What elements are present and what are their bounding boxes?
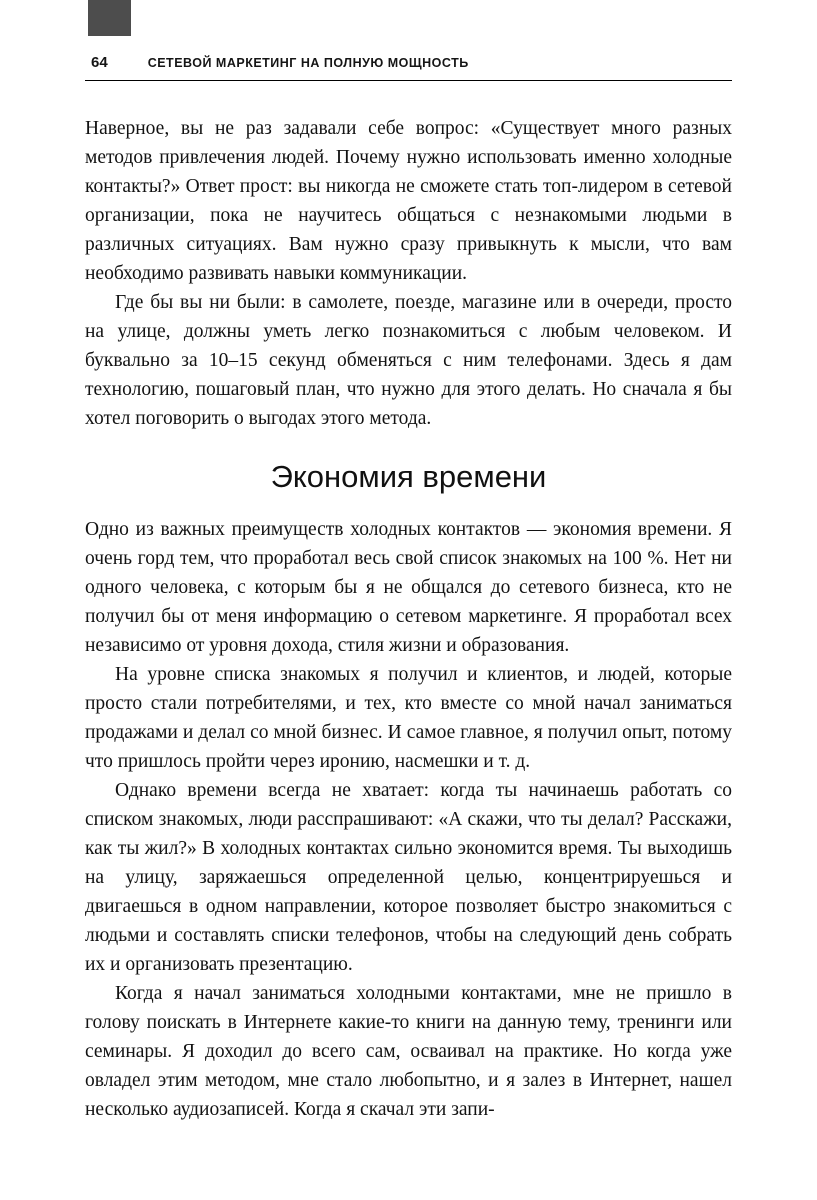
page-body bbox=[85, 114, 732, 1124]
body-paragraph: Где бы вы ни были: в самолете, поезде, магазине или в очереди, просто на улице, должны уметь легко познакомиться с любым человеком. И буквально за 10–15 секунд обменяться с ним телефонами. Здесь я дам технологию, пошаговый план, что нужно для этого делать. Но сначала я бы хотел поговорить о выгодах этого метода. bbox=[85, 292, 732, 429]
body-paragraph: Одно из важных преимуществ холодных контактов — экономия времени. Я очень горд тем, что проработал весь свой список знакомых на 100 %. Нет ни одного человека, с которым бы я не общался до сетевого бизнеса, кто не получил бы от меня информацию о сетевом маркетинге. Я проработал всех независимо от уровня дохода, стиля жизни и образования. bbox=[85, 519, 732, 657]
body-paragraph: Однако времени всегда не хватает: когда ты начинаешь работать со списком знакомых, люди расспрашивают: «А скажи, что ты делал? Расскажи, как ты жил?» В холодных контактах сильно экономится время. Ты выходишь на улицу, заряжаешься определенной целью, концентрируешься и двигаешься в одном направлении, которое позволяет быстро знакомиться с людьми и составлять списки телефонов, чтобы на следующий день собрать их и организовать презентацию. bbox=[85, 780, 732, 976]
page-corner-tab bbox=[88, 0, 131, 36]
body-paragraph: На уровне списка знакомых я получил и клиентов, и людей, которые просто стали потребителями, и тех, кто вместе со мной начал заниматься продажами и делал со мной бизнес. И самое главное, я получил опыт, потому что пришлось пройти через иронию, насмешки и т. д. bbox=[85, 664, 732, 773]
running-title: СЕТЕВОЙ МАРКЕТИНГ НА ПОЛНУЮ МОЩНОСТЬ bbox=[147, 56, 469, 70]
body-paragraph: Когда я начал заниматься холодными контактами, мне не пришло в голову поискать в Интернете какие-то книги на данную тему, тренинги или семинары. Я доходил до всего сам, осваивал на практике. Но когда уже овладел этим методом, мне стало любопытно, и я залез в Интернет, нашел несколько аудиозаписей. Когда я скачал эти запи- bbox=[85, 983, 732, 1121]
body-paragraph: Наверное, вы не раз задавали себе вопрос: «Существует много разных методов привлечения людей. Почему нужно использовать именно холодные контакты?» Ответ прост: вы никогда не сможете стать топ-лидером в сетевой организации, пока не научитесь общаться с незнакомыми людьми в различных ситуациях. Вам нужно сразу привыкнуть к мысли, что вам необходимо развивать навыки коммуникации. bbox=[85, 118, 732, 284]
section-heading: Экономия времени bbox=[270, 459, 547, 494]
page-number: 64 bbox=[91, 54, 108, 71]
page-header bbox=[85, 54, 732, 81]
